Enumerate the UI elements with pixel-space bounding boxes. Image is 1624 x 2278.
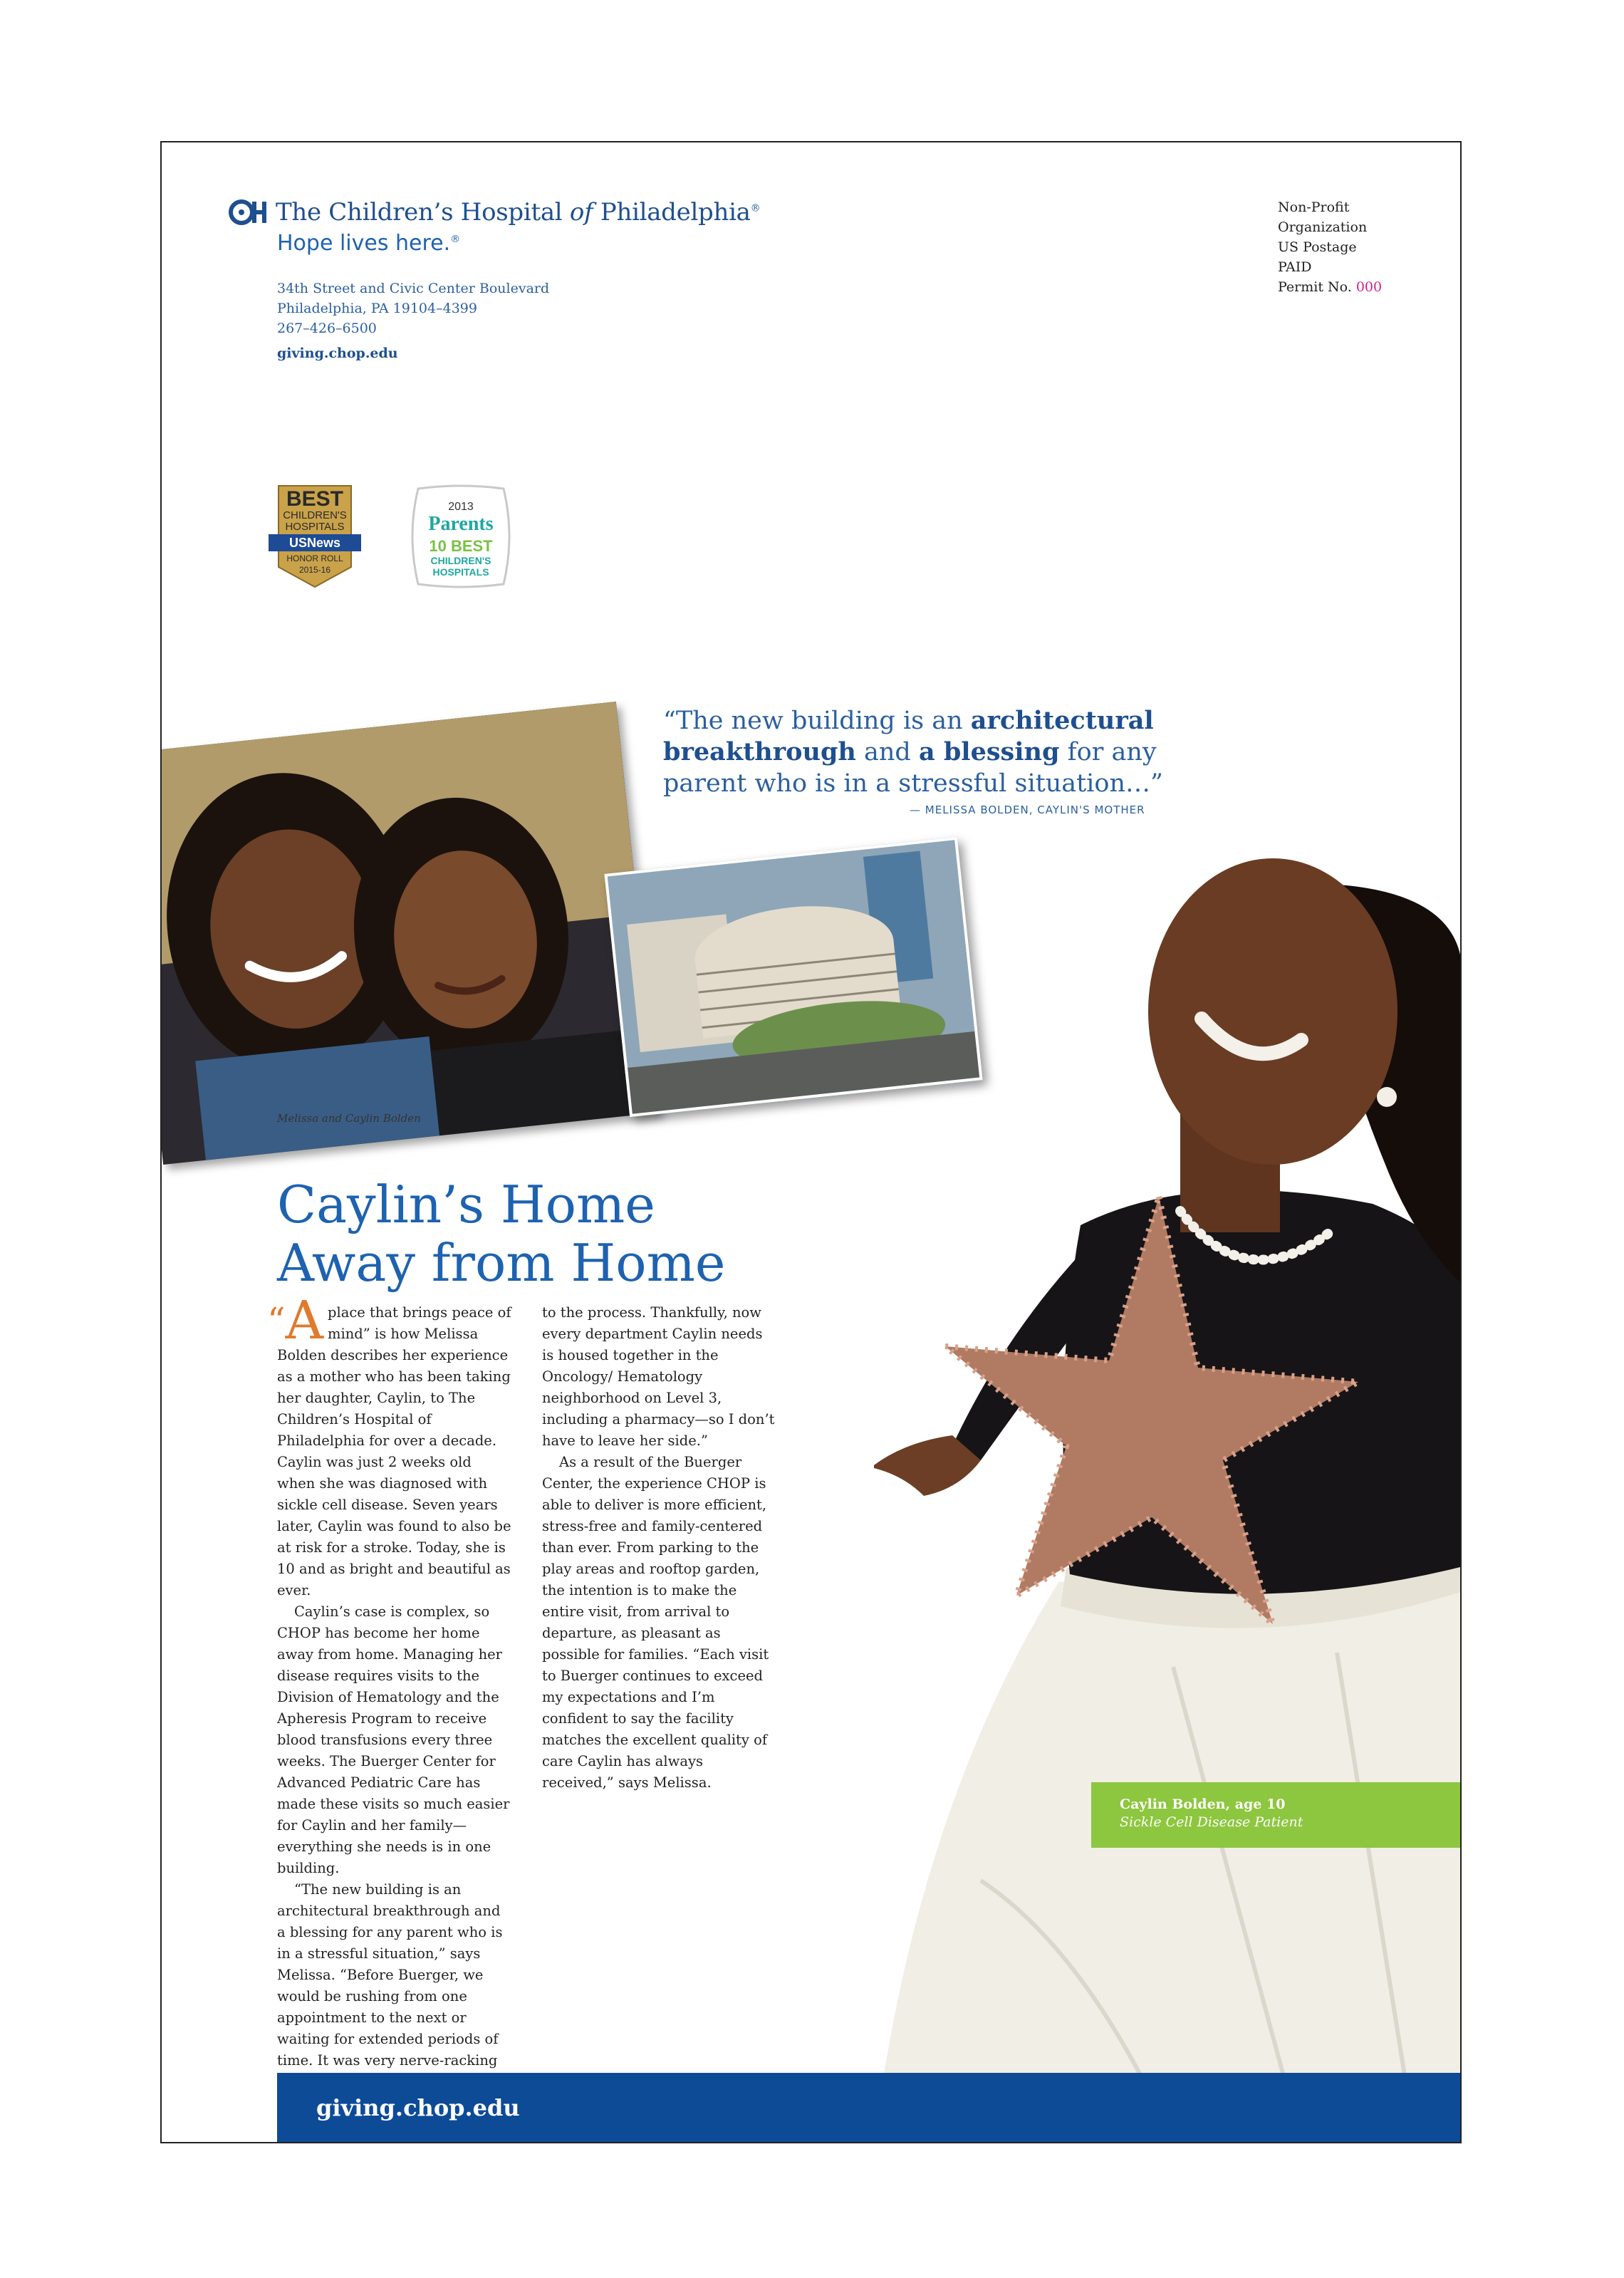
patient-condition: Sickle Cell Disease Patient [1120, 1814, 1303, 1830]
address-line1: 34th Street and Civic Center Boulevard [277, 281, 550, 296]
postage-indicia [1278, 197, 1382, 297]
footer-website-link[interactable]: giving.chop.edu [316, 2094, 520, 2121]
parents-badge [404, 483, 518, 590]
address-line2: Philadelphia, PA 19104–4399 [277, 301, 477, 316]
article-paragraph-3: “The new building is an architectural breakthrough and a blessing for any parent who is in a stressful situation,” says Melissa. “Before Buerger, we would be rushing from one appointment to the next or waiting for extended periods of time. It was very nerve-racking [277, 1881, 503, 2069]
article-column-2 [542, 1302, 777, 1794]
photo-caption: Melissa and Caylin Bolden [277, 1112, 421, 1125]
patient-label [1091, 1782, 1460, 1848]
postage-line4: PAID [1278, 259, 1312, 275]
hospital-logo[interactable] [229, 198, 760, 227]
family-photo-illustration [160, 702, 659, 1165]
parents-line2: CHILDREN'S [430, 555, 491, 566]
article-paragraph-1: “A place that brings peace of mind” is how Melissa Bolden describes her experience as a mother who has been taking her daughter, Caylin, to The Children’s Hospital of Philadelphia for over a decade. Caylin was just 2 weeks old when she was diagnosed with sickle cell disease. Seven years later, Caylin was found to also be at risk for a stroke. Today, she is 10 and as bright and beautiful as ever. [267, 1290, 511, 1598]
hospital-name: The Children’s Hospital of Philadelphia® [276, 198, 761, 227]
permit: Permit No. 000 [1278, 279, 1383, 295]
postage-line1: Non-Profit [1278, 199, 1350, 215]
mailer-page [160, 141, 1462, 2143]
article-paragraph-4: to the process. Thankfully, now every department Caylin needs is housed together in the Oncology/ Hematology neighborhood on Level 3, including a pharmacy—so I don’t have to leave her side.” [542, 1304, 775, 1449]
headline-line2: Away from Home [277, 1233, 726, 1293]
quote-bold1: architectural breakthrough [663, 706, 1154, 766]
article-headline [277, 1175, 725, 1292]
permit-number: 000 [1355, 279, 1383, 295]
family-photo [160, 702, 659, 1165]
parents-brand: Parents [428, 513, 494, 535]
usnews-line1: BEST [286, 487, 344, 511]
drop-cap: “A [267, 1290, 324, 1351]
headline-line1: Caylin’s Home [277, 1175, 655, 1234]
parents-line3: HOSPITALS [432, 566, 489, 578]
usnews-honor: HONOR ROLL [286, 553, 343, 563]
tagline: Hope lives here.® [277, 231, 461, 256]
usnews-line3: HOSPITALS [285, 521, 345, 533]
postage-line2: Organization [1278, 219, 1368, 235]
usnews-years: 2015-16 [298, 565, 331, 575]
header-website-link[interactable]: giving.chop.edu [277, 345, 398, 361]
article-paragraph-5: As a result of the Buerger Center, the experience CHOP is able to deliver is more efficient, stress-free and family-centered than ever. From parking to the play areas and rooftop garden, the intention is to make the entire visit, from arrival to departure, as pleasant as possible for families. “Each visit to Buerger continues to exceed my expectations and I’m confident to say the facility matches the excellent quality of care Caylin has always received,” says Melissa. [542, 1454, 769, 1791]
address-block [277, 279, 549, 338]
postage-line3: US Postage [1278, 239, 1357, 255]
article-paragraph-2: Caylin’s case is complex, so CHOP has become her home away from home. Managing her disease requires visits to the Division of Hematology and the Apheresis Program to receive blood transfusions every three weeks. The Buerger Center for Advanced Pediatric Care has made these visits so much easier for Caylin and her family—everything she needs is in one building. [277, 1603, 510, 1876]
pull-quote: “The new building is an architectural breakthrough and a blessing for any parent who is in a stressful situation…” [663, 706, 1163, 798]
quote-bold2: a blessing [918, 737, 1060, 766]
article-column-1 [267, 1290, 512, 2093]
quote-attribution: — MELISSA BOLDEN, CAYLIN'S MOTHER [910, 803, 1145, 816]
chop-logo-icon [229, 198, 269, 227]
caylin-photo [874, 741, 1460, 2142]
footer-band [277, 2073, 1460, 2142]
usnews-brand: USNews [288, 536, 341, 550]
patient-name: Caylin Bolden, age 10 [1120, 1796, 1286, 1812]
usnews-badge [269, 483, 361, 590]
parents-year: 2013 [448, 501, 474, 513]
phone-number: 267–426–6500 [277, 321, 377, 336]
parents-line1: 10 BEST [429, 537, 493, 555]
usnews-line2: CHILDREN'S [283, 509, 347, 521]
